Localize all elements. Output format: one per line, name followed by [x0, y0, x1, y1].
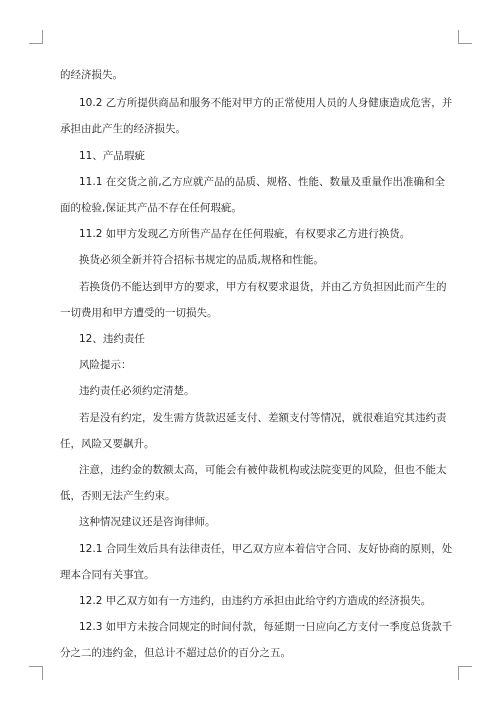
text-line: 理本合同有关事宜。: [60, 569, 155, 581]
text-line: 注意，违约金的数额太高，可能会有被仲裁机构或法院变更的风险，但也不能太: [79, 464, 447, 476]
crop-mark-top-right: [458, 30, 472, 44]
text-line: 若是没有约定，发生需方货款迟延支付、差额支付等情况，就很难追究其违约责: [79, 412, 447, 424]
text-line: 这种情况建议还是咨询律师。: [79, 516, 216, 528]
text-line: 低，否则无法产生约束。: [60, 490, 176, 502]
text-line: 风险提示：: [79, 359, 132, 371]
crop-mark-bottom-left: [29, 666, 43, 680]
text-line: 12.1 合同生效后具有法律责任，甲乙双方应本着信守合同、友好协商的原则，处: [79, 543, 453, 555]
section-heading: 11、产品瑕疵: [79, 150, 145, 162]
text-line: 若换货仍不能达到甲方的要求，甲方有权要求退货，并由乙方负担因此而产生的: [79, 281, 447, 293]
section-heading: 12、违约责任: [79, 333, 145, 345]
crop-mark-bottom-right: [458, 666, 472, 680]
text-line: 12.3 如甲方未按合同规定的时间付款，每延期一日应向乙方支付一季度总货款千: [79, 621, 453, 633]
crop-mark-top-left: [29, 30, 43, 44]
text-line: 承担由此产生的经济损失。: [60, 123, 186, 135]
text-line: 11.1 在交货之前,乙方应就产品的品质、规格、性能、数量及重量作出准确和全: [79, 176, 446, 188]
text-line: 违约责任必须约定清楚。: [79, 385, 195, 397]
text-line: 换货必须全新并符合招标书规定的品质,规格和性能。: [79, 254, 324, 266]
text-line: 分之二的违约金，但总计不超过总价的百分之五。: [60, 647, 291, 659]
text-line: 面的检验,保证其产品不存在任何瑕疵。: [60, 202, 242, 214]
text-line: 一切费用和甲方遭受的一切损失。: [60, 307, 218, 319]
text-line: 11.2 如甲方发现乙方所售产品存在任何瑕疵，有权要求乙方进行换货。: [79, 228, 411, 240]
text-line: 12.2 甲乙双方如有一方违约，由违约方承担由此给守约方造成的经济损失。: [79, 595, 432, 607]
text-line: 的经济损失。: [60, 69, 123, 81]
text-line: 任，风险又要飙升。: [60, 438, 155, 450]
text-line: 10.2 乙方所提供商品和服务不能对甲方的正常使用人员的人身健康造成危害，并: [79, 97, 453, 109]
